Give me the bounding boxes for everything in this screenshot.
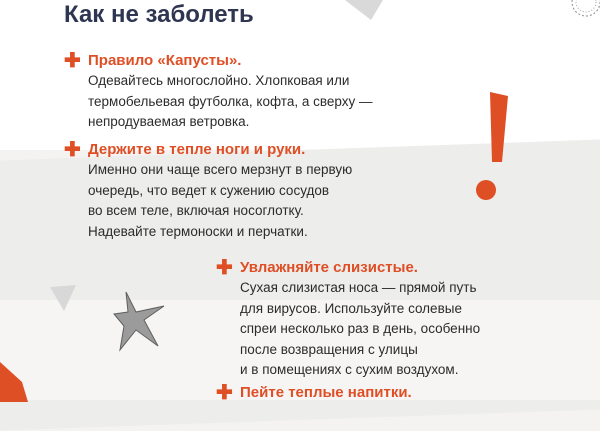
triangle-icon [345,0,385,22]
plus-icon: ✚ [216,382,233,404]
rule-heading: Держите в тепле ноги и руки. [88,141,306,158]
star-icon [112,290,172,352]
rule-heading: Правило «Капусты». [88,52,242,69]
rule-item [64,140,464,242]
rule-heading: Увлажняйте слизистые. [240,259,418,276]
plus-icon: ✚ [216,257,233,279]
rule-text: Именно они чаще всего мерзнут в первую очередь, что ведет к сужению сосудов во всем теле, включая носоглотку. Надевайте термоноски и перчатки. [88,162,353,239]
rule-item [216,258,596,381]
rule-text: Сухая слизистая носа — прямой путь для вирусов. Используйте солевые спреи несколько раз в день, особенно после возвращения с улицы и в помещениях с сухим воздухом. [240,280,481,377]
rule-item [216,383,596,403]
exclamation-icon [468,90,528,210]
rule-heading: Пейте теплые напитки. [240,384,412,401]
plus-icon: ✚ [64,50,81,72]
plus-icon: ✚ [64,139,81,161]
rule-item [64,51,464,133]
circle-ornament-icon [566,0,600,20]
page-title: Как не заболеть [64,1,254,28]
rule-text: Одевайтесь многослойно. Хлопковая или термобельевая футболка, кофта, а сверху — непродуваемая ветровка. [88,73,373,129]
triangle-outline-icon [48,283,78,313]
corner-shape-icon [0,362,30,402]
